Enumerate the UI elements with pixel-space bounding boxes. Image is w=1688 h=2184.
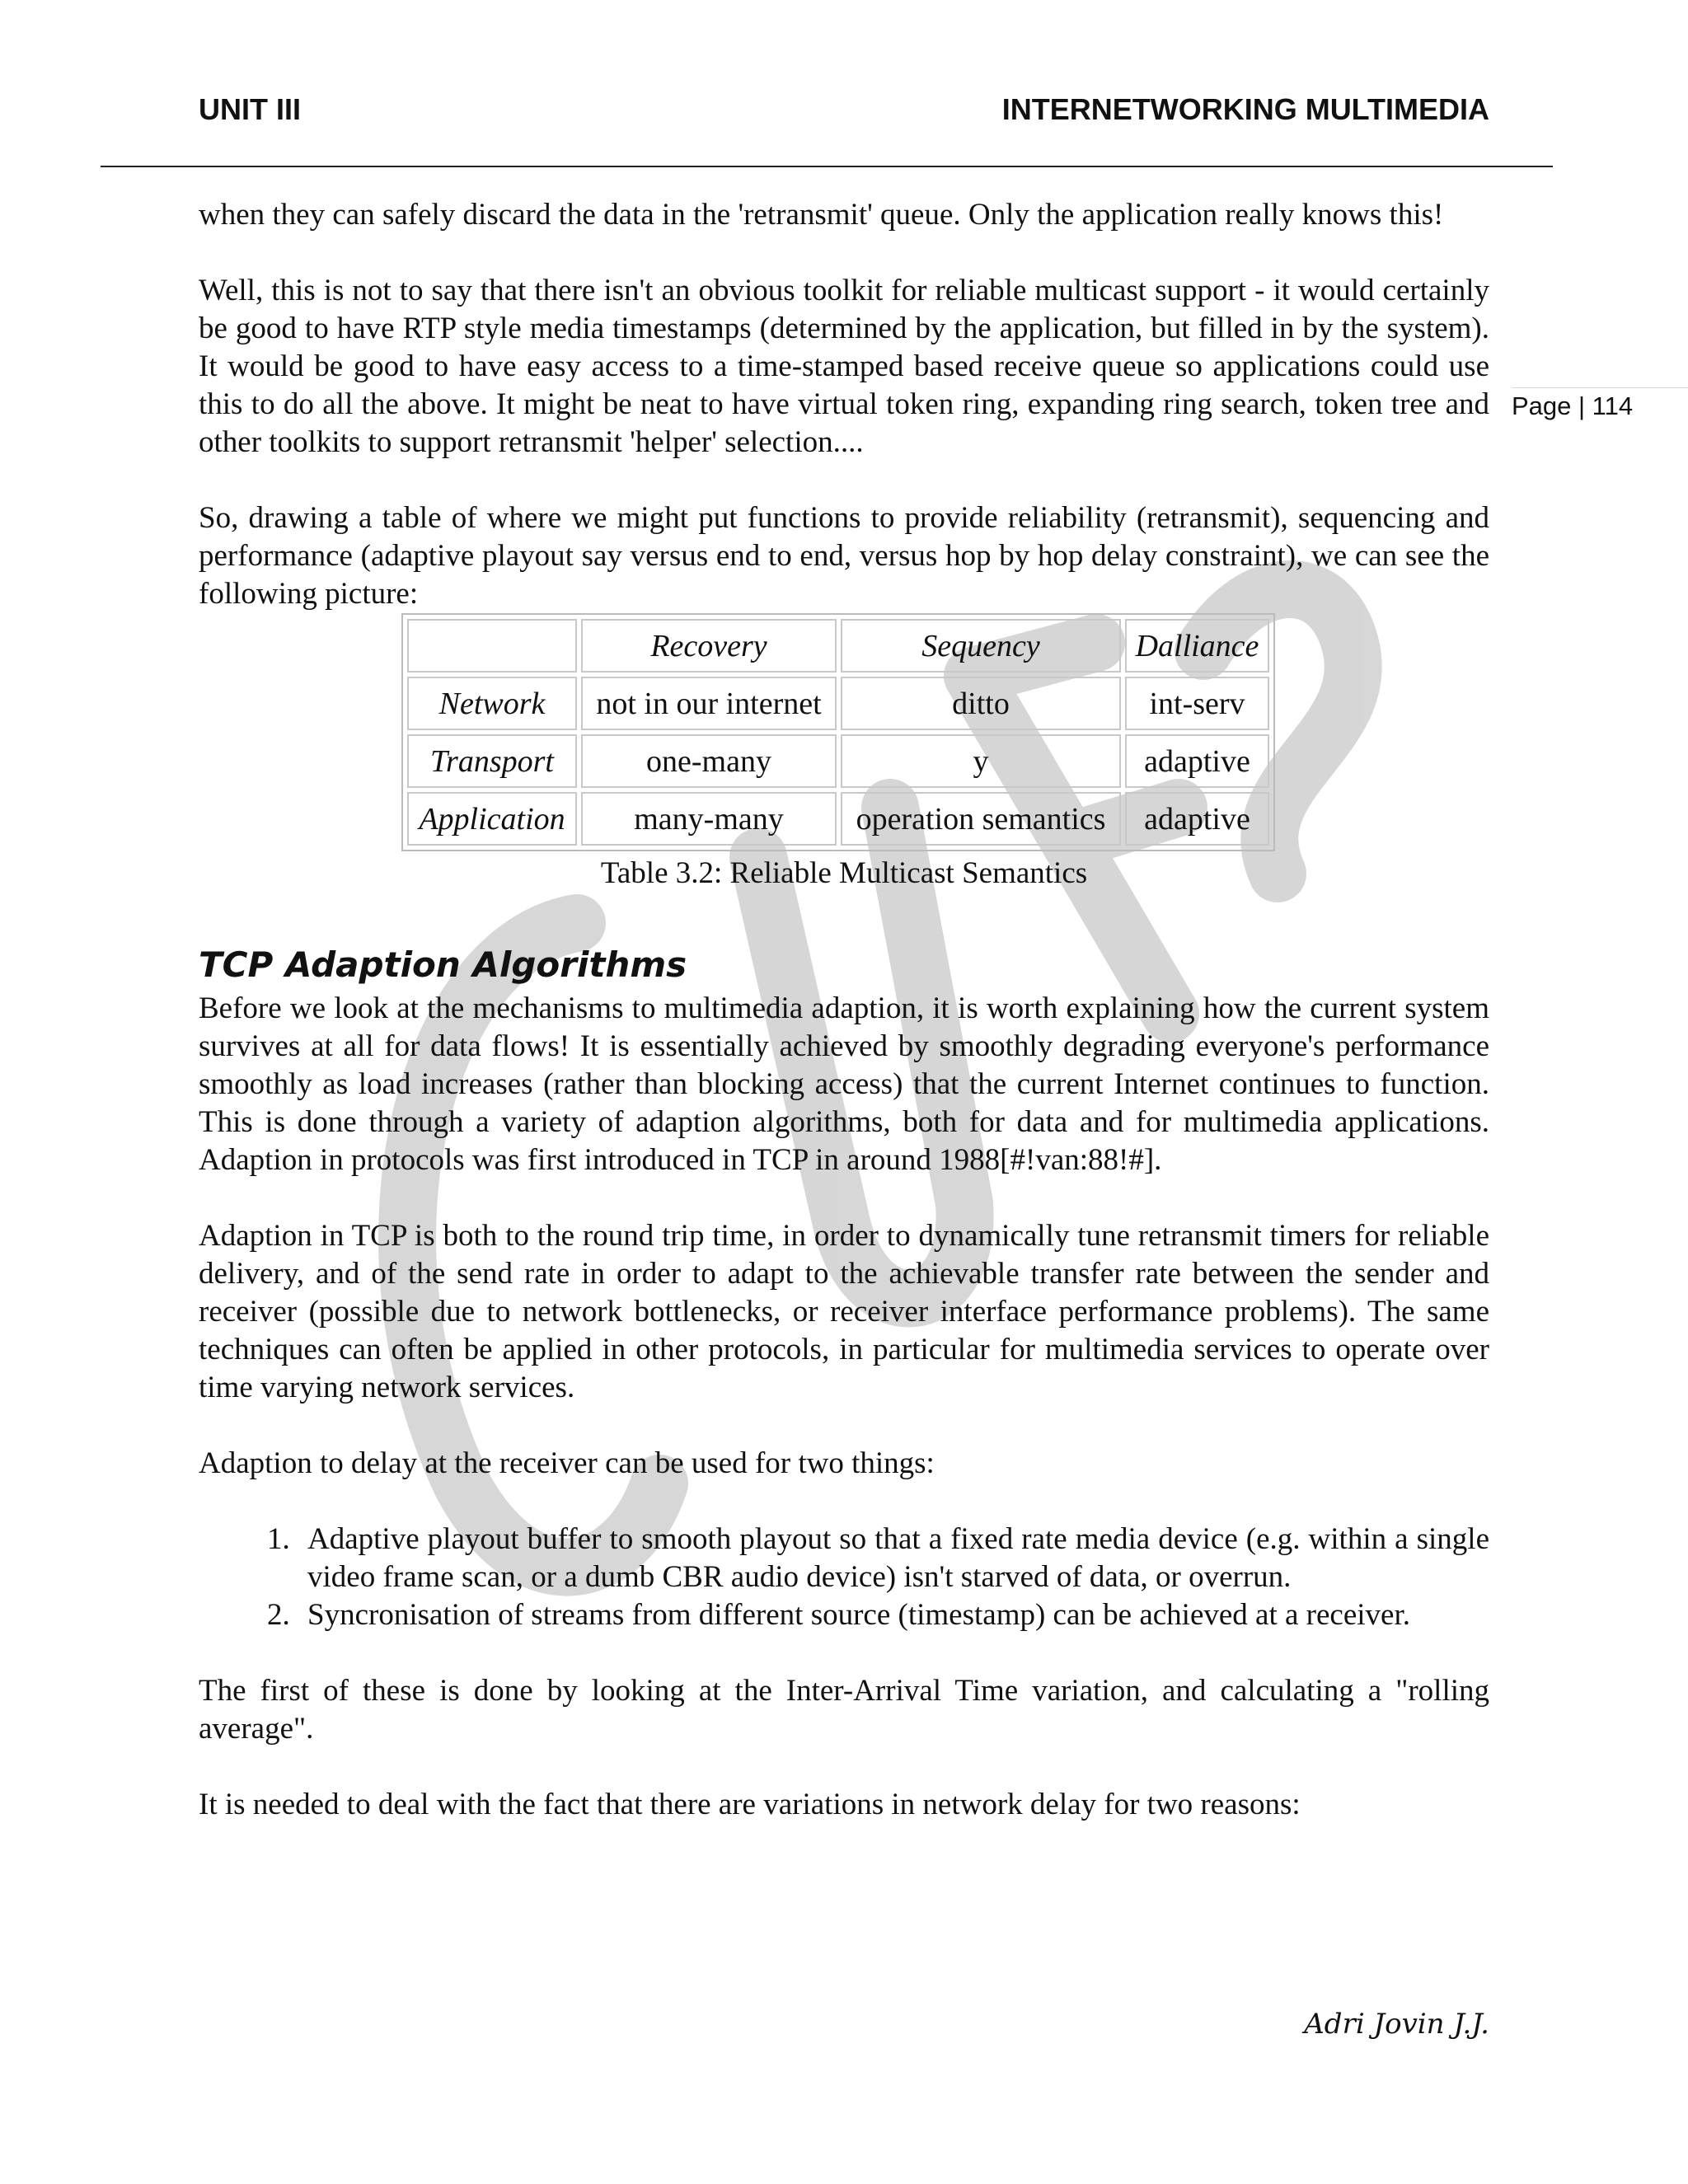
table-section bbox=[199, 613, 1489, 893]
table-header-recovery: Recovery bbox=[581, 619, 837, 673]
section-heading: TCP Adaption Algorithms bbox=[199, 944, 687, 985]
table-row bbox=[407, 734, 1269, 788]
paragraph-1: when they can safely discard the data in the 'retransmit' queue. Only the application really knows this! bbox=[199, 198, 1444, 232]
table-cell: ditto bbox=[841, 677, 1121, 730]
paragraph-2: Well, this is not to say that there isn't an obvious toolkit for reliable multicast support - it would certainly be good to have RTP style media timestamps (determined by the application, but filled in by the system). It would be good to have easy access to a time-stamped based receive queue so applications could use this to do all the above. It might be neat to have virtual token ring, expanding ring search, token tree and other toolkits to support retransmit 'helper' selection.... bbox=[199, 274, 1489, 459]
list-item: 1. Adaptive playout buffer to smooth playout so that a fixed rate media device (e.g. within a single video frame scan, or a dumb CBR audio device) isn't starved of data, or overrun. bbox=[298, 1521, 1489, 1596]
author-signature: Adri Jovin J.J. bbox=[1304, 2008, 1489, 2041]
paragraph-7: The first of these is done by looking at the Inter-Arrival Time variation, and calculating a "rolling average". bbox=[199, 1674, 1489, 1746]
page-header bbox=[199, 92, 1489, 134]
list-item: 2. Syncronisation of streams from different source (timestamp) can be achieved at a receiver. bbox=[298, 1596, 1489, 1634]
document-title: INTERNETWORKING MULTIMEDIA bbox=[1001, 92, 1489, 126]
table-header-empty bbox=[407, 619, 577, 673]
table-header-row bbox=[407, 619, 1269, 673]
table-cell: many-many bbox=[581, 792, 837, 846]
table-cell: one-many bbox=[581, 734, 837, 788]
table-cell: int-serv bbox=[1125, 677, 1269, 730]
page-number-rule bbox=[1512, 387, 1688, 388]
table-header-dalliance: Dalliance bbox=[1125, 619, 1269, 673]
paragraph-8: It is needed to deal with the fact that there are variations in network delay for two reasons: bbox=[199, 1788, 1301, 1821]
table-row-header: Application bbox=[407, 792, 577, 846]
table-cell: adaptive bbox=[1125, 792, 1269, 846]
paragraph-4: Before we look at the mechanisms to multimedia adaption, it is worth explaining how the current system survives at all for data flows! It is essentially achieved by smoothly degrading everyone's performance smoothly as load increases (rather than blocking access) that the current Internet continues to function. This is done through a variety of adaption algorithms, both for data and for multimedia applications. Adaption in protocols was first introduced in TCP in around 1988[#!van:88!#]. bbox=[199, 991, 1489, 1177]
page-number: Page | 114 bbox=[1512, 391, 1634, 420]
table-cell: y bbox=[841, 734, 1121, 788]
main-content bbox=[199, 196, 1489, 1824]
table-cell: not in our internet bbox=[581, 677, 837, 730]
numbered-list bbox=[199, 1521, 1489, 1634]
reliable-multicast-table bbox=[401, 613, 1275, 851]
paragraph-5: Adaption in TCP is both to the round trip time, in order to dynamically tune retransmit timers for reliable delivery, and of the send rate in order to adapt to the achievable transfer rate between the sender and receiver (possible due to network bottlenecks, or receiver interface performance problems). The same techniques can often be applied in other protocols, in particular for multimedia services to operate over time varying network services. bbox=[199, 1219, 1489, 1404]
table-cell: adaptive bbox=[1125, 734, 1269, 788]
header-rule bbox=[101, 166, 1553, 167]
paragraph-6: Adaption to delay at the receiver can be used for two things: bbox=[199, 1446, 935, 1480]
table-row bbox=[407, 792, 1269, 846]
table-caption: Table 3.2: Reliable Multicast Semantics bbox=[600, 856, 1088, 890]
table-row bbox=[407, 677, 1269, 730]
table-row-header: Transport bbox=[407, 734, 577, 788]
table-cell: operation semantics bbox=[841, 792, 1121, 846]
unit-label: UNIT III bbox=[199, 92, 301, 126]
table-row-header: Network bbox=[407, 677, 577, 730]
paragraph-3: So, drawing a table of where we might put functions to provide reliability (retransmit), sequencing and performance (adaptive playout say versus end to end, versus hop by hop delay constraint), we can see the following picture: bbox=[199, 501, 1489, 611]
table-header-sequency: Sequency bbox=[841, 619, 1121, 673]
